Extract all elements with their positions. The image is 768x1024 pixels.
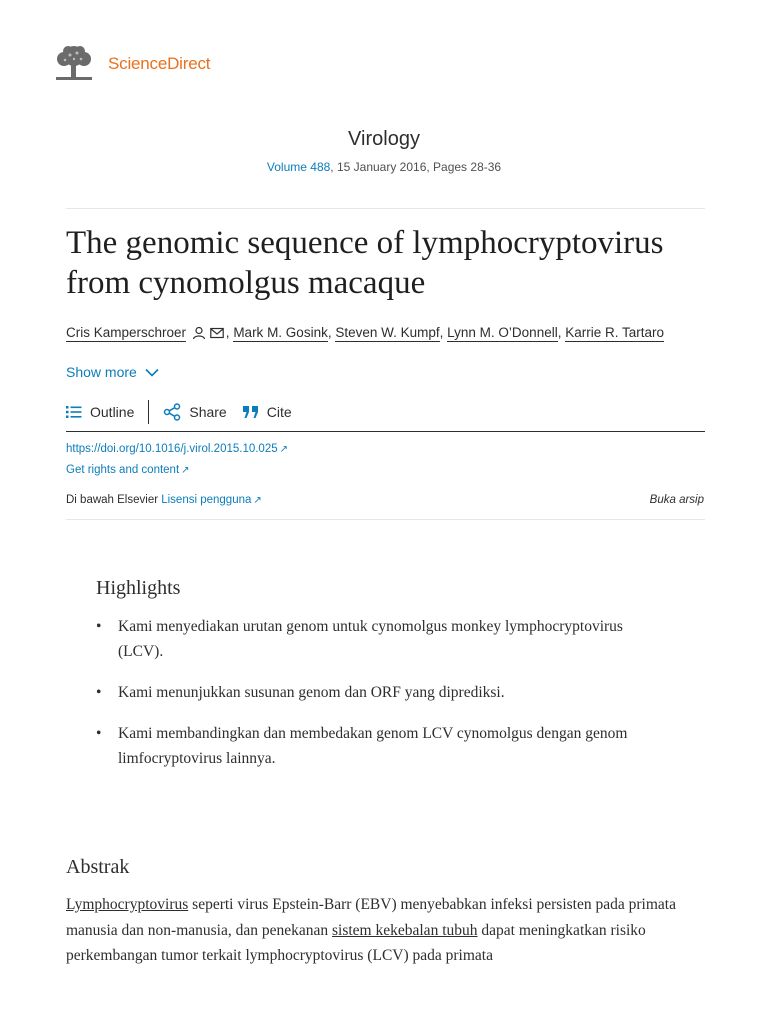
license-prefix: Di bawah Elsevier bbox=[66, 494, 162, 506]
highlights-heading: Highlights bbox=[96, 577, 181, 599]
share-icon bbox=[163, 403, 181, 421]
external-link-icon: ↗ bbox=[181, 465, 190, 476]
volume-link[interactable]: Volume 488 bbox=[266, 160, 331, 174]
doi-link[interactable]: https://doi.org/10.1016/j.virol.2015.10.025 ↗ bbox=[66, 443, 289, 455]
quote-icon bbox=[243, 405, 259, 419]
elsevier-tree-icon bbox=[52, 44, 96, 84]
cite-label: Cite bbox=[266, 404, 292, 420]
external-link-icon: ↗ bbox=[253, 495, 262, 506]
abstract-heading: Abstrak bbox=[66, 856, 130, 878]
highlight-item: • Kami membandingkan dan membedakan genom LCV cynomolgus dengan genom limfocryptovirus lainnya. bbox=[96, 725, 628, 767]
author-list: Cris Kamperschroer , Mark M. Gosink, Steven W. Kumpf, Lynn M. O’Donnell, Karrie R. Tartaro bbox=[66, 325, 665, 340]
divider bbox=[66, 519, 705, 520]
issue-details: , 15 January 2016, Pages 28-36 bbox=[330, 160, 502, 174]
author-link[interactable]: Steven W. Kumpf bbox=[335, 325, 440, 340]
sciencedirect-logo[interactable] bbox=[52, 44, 210, 84]
outline-button[interactable] bbox=[66, 404, 134, 420]
journal-title[interactable]: Virology bbox=[348, 128, 420, 150]
author-link[interactable]: Cris Kamperschroer bbox=[66, 325, 187, 340]
topic-link[interactable]: sistem kekebalan tubuh bbox=[332, 921, 478, 939]
show-more-button[interactable] bbox=[66, 364, 159, 380]
open-archive-label: Buka arsip bbox=[649, 494, 704, 506]
highlight-item: • Kami menyediakan urutan genom untuk cynomolgus monkey lymphocryptovirus (LCV). bbox=[96, 618, 623, 660]
author-link[interactable]: Mark M. Gosink bbox=[233, 325, 328, 340]
article-title: The genomic sequence of lymphocryptovirus from cynomolgus macaque bbox=[66, 225, 664, 301]
email-icon[interactable] bbox=[210, 327, 224, 339]
highlights-list bbox=[96, 614, 656, 787]
abstract-text: Lymphocryptovirus seperti virus Epstein-Barr (EBV) menyebabkan infeksi persisten pada primata manusia dan non-manusia, dan penekanan sistem kekebalan tubuh dapat meningkatkan risiko perkembangan tumor terkait lymphocryptovirus (LCV) pada primata bbox=[66, 896, 676, 964]
brand-name: ScienceDirect bbox=[108, 54, 211, 73]
external-link-icon: ↗ bbox=[279, 444, 289, 455]
author-link[interactable]: Karrie R. Tartaro bbox=[565, 325, 665, 340]
cite-button[interactable] bbox=[243, 404, 292, 420]
list-icon bbox=[66, 405, 82, 419]
topic-link[interactable]: Lymphocryptovirus bbox=[66, 896, 189, 913]
show-more-label: Show more bbox=[66, 364, 137, 380]
rights-link[interactable]: Get rights and content ↗ bbox=[66, 464, 190, 476]
chevron-down-icon bbox=[145, 368, 159, 377]
article-toolbar bbox=[66, 400, 292, 424]
divider bbox=[66, 208, 705, 209]
issue-info bbox=[0, 160, 768, 174]
toolbar-rule bbox=[66, 431, 705, 432]
person-icon[interactable] bbox=[192, 326, 206, 340]
share-label: Share bbox=[189, 404, 227, 420]
author-link[interactable]: Lynn M. O’Donnell bbox=[447, 325, 558, 340]
license-info bbox=[66, 494, 262, 506]
license-link[interactable]: Lisensi pengguna ↗ bbox=[161, 494, 262, 506]
outline-label: Outline bbox=[90, 404, 135, 420]
highlight-item: • Kami menunjukkan susunan genom dan ORF yang diprediksi. bbox=[96, 684, 505, 701]
toolbar-divider bbox=[148, 400, 149, 424]
share-button[interactable] bbox=[163, 403, 226, 421]
